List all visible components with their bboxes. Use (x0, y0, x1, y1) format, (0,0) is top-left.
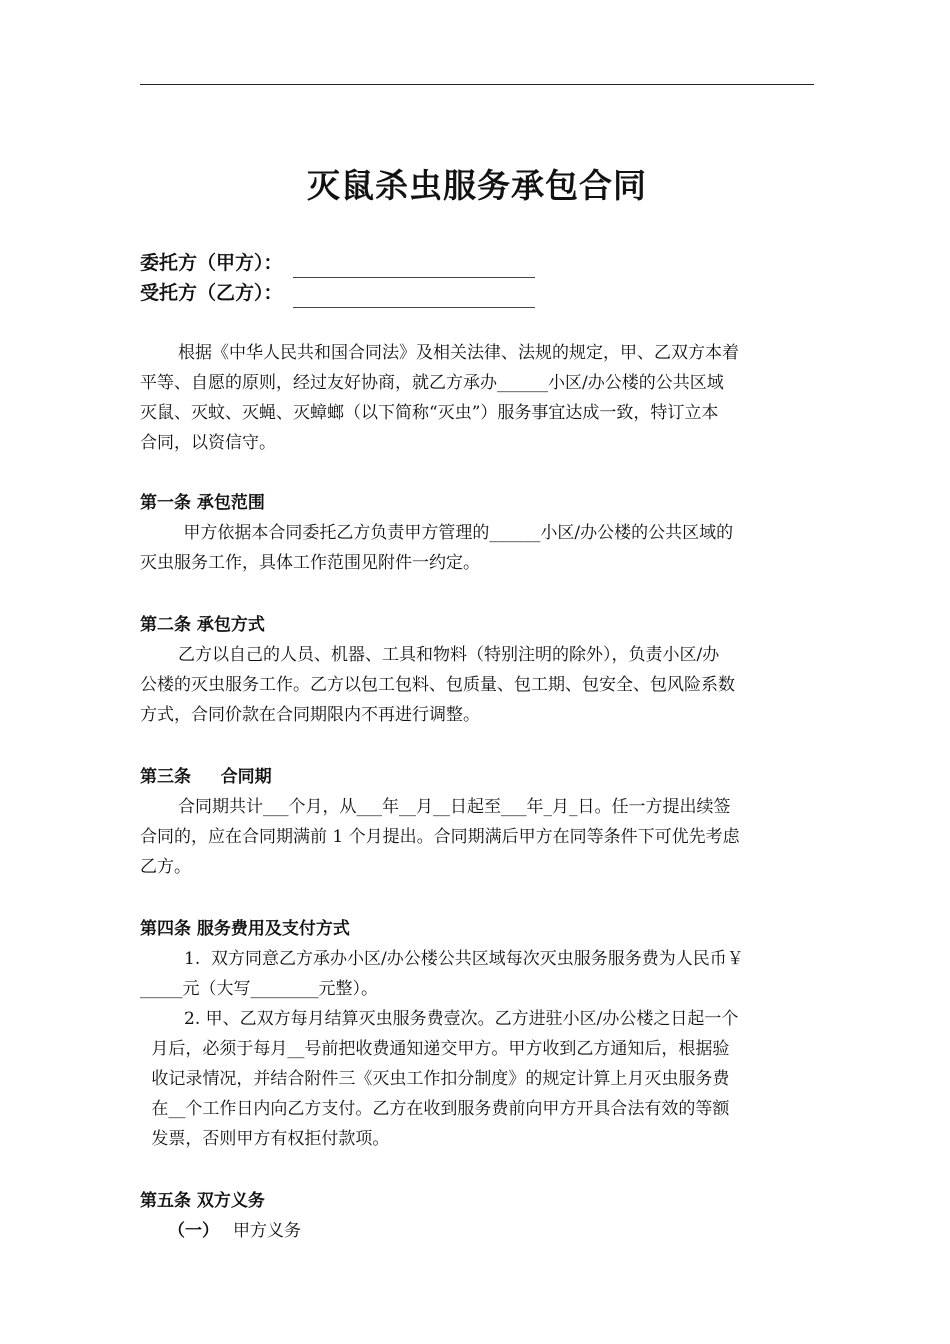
article5-sub1-label: 甲方义务 (233, 1221, 301, 1241)
article1-heading: 第一条 承包范围 (140, 493, 265, 513)
party-a-label: 委托方（甲方）： (140, 252, 283, 274)
article4-line: 1. 双方同意乙方承办小区/办公楼公共区域每次灭虫服务服务费为人民币￥ (184, 949, 744, 969)
article3-heading-text: 第三条 合同期 (140, 767, 272, 787)
party-b-blank (293, 287, 535, 308)
party-a-blank (293, 257, 535, 278)
header-rule (140, 84, 814, 85)
document-title: 灭鼠杀虫服务承包合同 (307, 166, 647, 205)
party-a-line (140, 248, 535, 278)
article2-heading: 第二条 承包方式 (140, 615, 265, 635)
party-b-label: 受托方（乙方）： (140, 282, 283, 304)
article3-line: 合同的，应在合同期满前 1 个月提出。合同期满后甲方在同等条件下可优先考虑 (140, 827, 740, 847)
preamble-paragraph (140, 338, 814, 458)
article4-paragraph (140, 944, 814, 1154)
article3-paragraph (140, 792, 814, 882)
party-b-line (140, 278, 535, 308)
article4-line: 2. 甲、乙双方每月结算灭虫服务费壹次。乙方进驻小区/办公楼之日起一个 (184, 1009, 739, 1029)
article1-line: 灭虫服务工作，具体工作范围见附件一约定。 (140, 553, 480, 573)
article4-line: 发票，否则甲方有权拒付款项。 (146, 1129, 390, 1149)
article3-line: 乙方。 (140, 857, 191, 877)
preamble-line: 灭鼠、灭蚊、灭蝇、灭蟑螂（以下简称“灭虫”）服务事宜达成一致，特订立本 (140, 403, 719, 423)
article5-heading: 第五条 双方义务 (140, 1191, 265, 1211)
article4-line: 收记录情况，并结合附件三《灭虫工作扣分制度》的规定计算上月灭虫服务费 (146, 1069, 730, 1089)
preamble-line: 根据《中华人民共和国合同法》及相关法律、法规的规定，甲、乙双方本着 (178, 343, 739, 363)
article3-line: 合同期共计___个月，从___年__月__日起至___年_月_日。任一方提出续签 (178, 797, 731, 817)
article2-paragraph (140, 640, 814, 730)
article2-line: 公楼的灭虫服务工作。乙方以包工包料、包质量、包工期、包安全、包风险系数 (140, 675, 735, 695)
article2-line: 乙方以自己的人员、机器、工具和物料（特别注明的除外），负责小区/办 (178, 645, 720, 665)
article1-paragraph (140, 518, 814, 578)
article4-line: 月后，必须于每月__号前把收费通知递交甲方。甲方收到乙方通知后，根据验 (146, 1039, 730, 1059)
article1-line: 甲方依据本合同委托乙方负责甲方管理的______小区/办公楼的公共区域的 (178, 523, 734, 543)
article4-line: 在__个工作日内向乙方支付。乙方在收到服务费前向甲方开具合法有效的等额 (146, 1099, 730, 1119)
article5-sub1-number: （一） (168, 1221, 219, 1241)
preamble-line: 平等、自愿的原则，经过友好协商，就乙方承办______小区/办公楼的公共区域 (140, 373, 724, 393)
article2-line: 方式，合同价款在合同期限内不再进行调整。 (140, 705, 480, 725)
article5-sub1 (168, 1216, 301, 1246)
preamble-line: 合同，以资信守。 (140, 433, 276, 453)
article3-heading (140, 762, 272, 792)
article4-heading: 第四条 服务费用及支付方式 (140, 919, 350, 939)
article4-line: _____元（大写________元整）。 (140, 979, 378, 999)
